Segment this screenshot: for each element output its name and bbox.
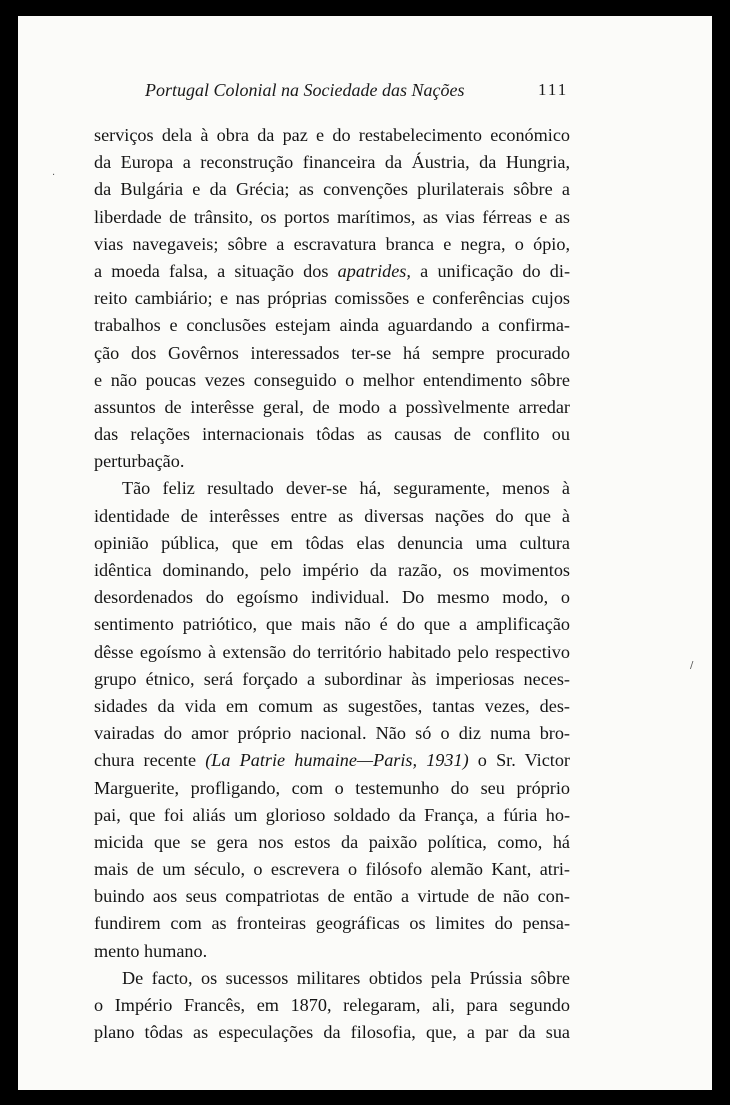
text-line: pai, que foi aliás um glorioso soldado da França, a fúria ho- (94, 804, 570, 825)
text-line: serviços dela à obra da paz e do restabelecimento económico (94, 125, 570, 145)
running-title: Portugal Colonial na Sociedade das Nações (145, 80, 465, 100)
text-line: perturbação. (94, 451, 185, 472)
text-line: De facto, os sucessos militares obtidos pela Prússia sôbre (122, 967, 570, 988)
italic-citation: (La Patrie humaine—Paris, 1931) (205, 750, 469, 771)
text-line (94, 747, 570, 774)
text-line: desordenados do egoísmo individual. Do mesmo modo, o (94, 587, 570, 608)
text-line: ção dos Govêrnos interessados ter-se há sempre procurado (94, 342, 570, 363)
text-line: mento humano. (94, 940, 208, 961)
text-line: Marguerite, profligando, com o testemunho do seu próprio (94, 777, 570, 798)
text-line: assuntos de interêsse geral, de modo a possìvelmente arredar (94, 396, 570, 417)
scan-speck: / (690, 660, 694, 671)
text-line: dêsse egoísmo à extensão do território habitado pelo respectivo (94, 641, 570, 662)
text-line: opinião pública, que em tôdas elas denuncia uma cultura (94, 532, 570, 553)
text-line: trabalhos e conclusões estejam ainda aguardando a confirma- (94, 315, 570, 336)
text-line: grupo étnico, será forçado a subordinar às imperiosas neces- (94, 668, 570, 689)
text-segment: chura recente (94, 750, 206, 771)
page-number: 111 (538, 80, 569, 99)
italic-term: apatrides, (337, 260, 411, 281)
text-line: identidade de interêsses entre as diversas nações do que à (94, 505, 570, 526)
text-line: e não poucas vezes conseguido o melhor entendimento sôbre (94, 369, 570, 390)
text-line: buindo aos seus compatriotas de então a virtude de não con- (94, 886, 570, 907)
text-line: sentimento patriótico, que mais não é do que a amplificação (94, 614, 570, 635)
text-line: micida que se gera nos estos da paixão política, como, há (94, 831, 570, 852)
text-line: plano tôdas as especulações da filosofia, que, a par da sua (94, 1022, 570, 1043)
text-line: da Europa a reconstrução financeira da Áustria, da Hungria, (94, 152, 570, 173)
text-line: Tão feliz resultado dever-se há, seguramente, menos à (122, 478, 570, 499)
text-line: mais de um século, o escrevera o filósofo alemão Kant, atri- (94, 859, 570, 880)
text-line: idêntica dominando, pelo império da razão, os movimentos (94, 560, 570, 580)
text-segment: o Sr. Victor (468, 750, 570, 771)
body-text (94, 122, 570, 1046)
text-line: sidades da vida em comum as sugestões, tantas vezes, des- (94, 695, 570, 716)
text-line (94, 258, 570, 285)
text-line: vias navegaveis; sôbre a escravatura branca e negra, o ópio, (94, 233, 570, 254)
text-line: da Bulgária e da Grécia; as convenções plurilaterais sôbre a (94, 179, 570, 200)
text-segment: a unificação do di- (410, 260, 571, 281)
text-line: liberdade de trânsito, os portos marítimos, as vias férreas e as (94, 206, 570, 227)
text-line: o Império Francês, em 1870, relegaram, ali, para segundo (94, 995, 570, 1015)
text-line: reito cambiário; e nas próprias comissões e conferências cujos (94, 288, 570, 309)
text-line: fundirem com as fronteiras geográficas os limites do pensa- (94, 913, 570, 934)
text-line: das relações internacionais tôdas as causas de conflito ou (94, 424, 570, 445)
text-segment: a moeda falsa, a situação dos (94, 260, 338, 281)
text-line: vairadas do amor próprio nacional. Não só o diz numa bro- (94, 723, 570, 744)
scan-speck: · (52, 170, 56, 181)
